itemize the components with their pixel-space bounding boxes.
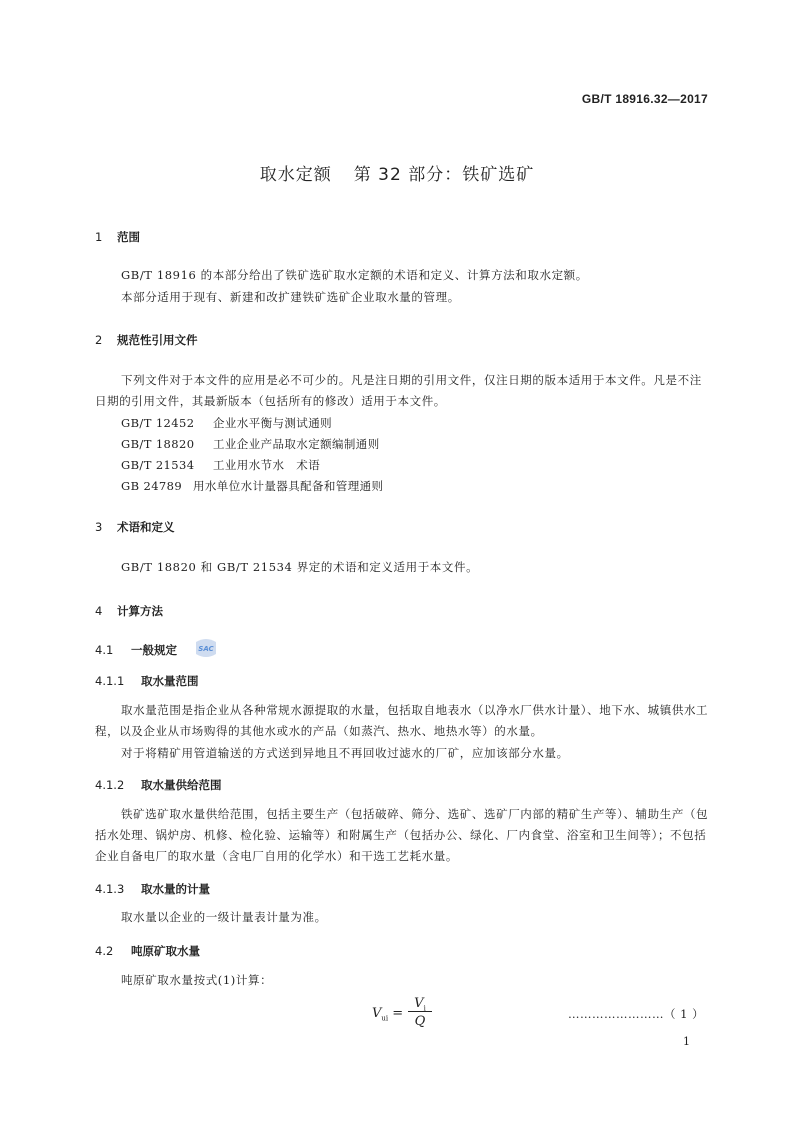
section-title: 取水量的计量 (141, 882, 210, 896)
section-2-intro: 下列文件对于本文件的应用是必不可少的。凡是注日期的引用文件，仅注日期的版本适用于本文件。凡是不注日期的引用文件，其最新版本（包括所有的修改）适用于本文件。 (95, 373, 702, 408)
reference-title: 企业水平衡与测试通则 (213, 416, 332, 430)
section-4-heading (95, 603, 163, 619)
section-4-1-1-paragraph-1: 取水量范围是指企业从各种常规水源提取的水量，包括取自地表水（以净水厂供水计量）、地下水、城镇供水工程，以及企业从市场购得的其他水或水的产品（如蒸汽、热水、地热水等）的水量。 (95, 703, 709, 738)
reference-title: 工业企业产品取水定额编制通则 (213, 437, 380, 451)
section-1-paragraph-2: 本部分适用于现有、新建和改扩建铁矿选矿企业取水量的管理。 (121, 290, 460, 304)
section-4-1-3-paragraph-1: 取水量以企业的一级计量表计量为准。 (121, 910, 327, 924)
section-number: 4.1.1 (95, 674, 125, 688)
section-number: 4.1.3 (95, 882, 125, 896)
section-number: 4 (95, 604, 103, 618)
section-4-1-heading (95, 642, 177, 658)
formula-fraction (408, 996, 432, 1029)
section-title: 吨原矿取水量 (131, 944, 200, 958)
section-number: 2 (95, 333, 103, 347)
section-number: 4.2 (95, 944, 114, 958)
reference-code: GB/T 18820 (121, 437, 195, 451)
reference-title: 工业用水节水 术语 (213, 458, 321, 472)
reference-item (121, 457, 320, 473)
section-3-heading (95, 519, 175, 535)
section-1-heading (95, 229, 140, 245)
reference-code: GB/T 12452 (121, 416, 195, 430)
reference-item (121, 415, 332, 431)
document-title (0, 160, 794, 185)
reference-code: GB 24789 (121, 479, 183, 493)
section-number: 3 (95, 520, 103, 534)
fraction-bar (408, 1011, 432, 1012)
section-1-paragraph-1: GB/T 18916 的本部分给出了铁矿选矿取水定额的术语和定义、计算方法和取水定额。 (121, 268, 588, 282)
section-title: 取水量供给范围 (141, 778, 222, 792)
reference-item (121, 478, 383, 494)
section-title: 取水量范围 (141, 674, 199, 688)
fraction-denominator: Q (414, 1014, 426, 1029)
section-number: 4.1.2 (95, 778, 125, 792)
reference-item (121, 436, 380, 452)
section-4-2-paragraph-1: 吨原矿取水量按式(1)计算： (121, 973, 273, 987)
logo-text: SAC (198, 645, 214, 653)
title-sub: 第 32 部分：铁矿选矿 (353, 165, 535, 185)
sac-watermark-logo (194, 637, 218, 659)
section-4-1-2-heading (95, 777, 222, 793)
section-2-heading (95, 332, 198, 348)
reference-code: GB/T 21534 (121, 458, 195, 472)
section-title: 范围 (117, 230, 140, 244)
section-4-1-1-heading (95, 673, 199, 689)
section-4-1-1-paragraph-2: 对于将精矿用管道输送的方式送到异地且不再回收过滤水的厂矿，应加该部分水量。 (121, 746, 569, 760)
standard-number: GB/T 18916.32—2017 (581, 92, 708, 106)
section-number: 4.1 (95, 643, 114, 657)
section-title: 规范性引用文件 (117, 333, 198, 347)
section-title: 一般规定 (131, 643, 177, 657)
section-number: 1 (95, 230, 103, 244)
section-4-1-2-paragraph-1: 铁矿选矿取水量供给范围，包括主要生产（包括破碎、筛分、选矿、选矿厂内部的精矿生产等）、辅助生产（包括水处理、锅炉房、机修、检化验、运输等）和附属生产（包括办公、绿化、厂内食堂、浴室和卫生间等）；不包括企业自备电厂的取水量（含电厂自用的化学水）和干选工艺耗水量。 (95, 807, 709, 863)
section-title: 术语和定义 (117, 520, 175, 534)
equation-number: ……………………（ 1 ） (568, 1007, 705, 1021)
section-4-2-heading (95, 943, 200, 959)
title-main: 取水定额 (259, 165, 332, 185)
reference-title: 用水单位水计量器具配备和管理通则 (193, 479, 384, 493)
section-4-1-3-heading (95, 881, 210, 897)
formula-lhs: $V_{ui}$ = (372, 1006, 404, 1023)
page-number: 1 (683, 1035, 690, 1048)
section-3-paragraph-1: GB/T 18820 和 GB/T 21534 界定的术语和定义适用于本文件。 (121, 560, 479, 574)
section-title: 计算方法 (117, 604, 163, 618)
fraction-numerator: $V_i$ (414, 996, 426, 1013)
